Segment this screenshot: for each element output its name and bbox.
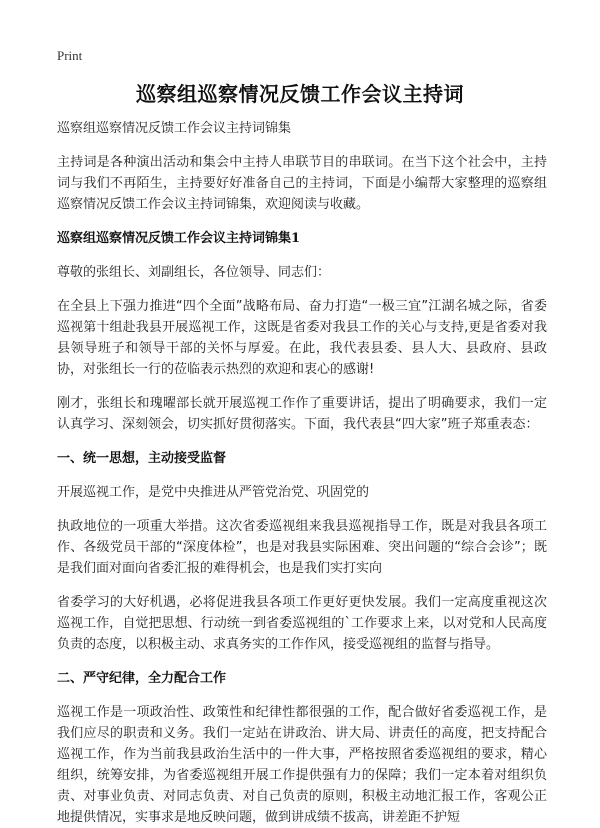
body-paragraph-2: 刚才，张组长和瑰曜部长就开展巡视工作作了重要讲话，提出了明确要求，我们一定认真学习、深刻领会，切实抓好贯彻落实。下面，我代表县“四大家”班子郑重表态：	[57, 396, 547, 432]
body-paragraph-4: 执政地位的一项重大举措。这次省委巡视组来我县巡视指导工作，既是对我县各项工作、各级党员干部的“深度体检”，也是对我县实际困难、突出问题的“综合会诊”；既是我们面对面向省委汇报的难得机会，也是我们实打实向	[57, 519, 547, 576]
body-paragraph-5: 省委学习的大好机遇，必将促进我县各项工作更好更快发展。我们一定高度重视这次巡视工作，自觉把思想、行动统一到省委巡视组的`工作要求上来，以对党和人民高度负责的态度，以积极主动、求真务实的工作作风，接受巡视组的监督与指导。	[57, 595, 547, 652]
document-body	[57, 118, 547, 828]
heading-strict-discipline: 二、严守纪律，全力配合工作	[57, 671, 227, 686]
print-link[interactable]: Print	[57, 48, 83, 63]
section-heading: 巡察组巡察情况反馈工作会议主持词锦集1	[57, 231, 301, 246]
document-subtitle: 巡察组巡察情况反馈工作会议主持词锦集	[57, 121, 292, 136]
body-paragraph-1: 在全县上下强力推进“四个全面”战略布局、奋力打造“一极三宜”江湖名城之际，省委巡视第十组赴我县开展巡视工作，这既是省委对我县工作的关心与支持,更是省委对我县领导班子和领导干部的关怀与厚爱。在此，我代表县委、县人大、县政府、县政协，对张组长一行的莅临表示热烈的欢迎和衷心的感谢!	[57, 299, 547, 377]
page-title: 巡察组巡察情况反馈工作会议主持词	[136, 82, 464, 106]
heading-unify-thinking: 一、统一思想，主动接受监督	[57, 451, 227, 466]
body-paragraph-3: 开展巡视工作，是党中央推进从严管党治党、巩固党的	[57, 485, 370, 500]
body-paragraph-6: 巡视工作是一项政治性、政策性和纪律性都很强的工作，配合做好省委巡视工作，是我们应尽的职责和义务。我们一定站在讲政治、讲大局、讲责任的高度，把支持配合巡视工作，作为当前我县政治生活中的一件大事，严格按照省委巡视组的要求，精心组织，统筹安排，为省委巡视组开展工作提供强有力的保障；我们一定本着对组织负责、对事业负责、对同志负责、对自己负责的原则，积极主动地汇报工作，客观公正地提供情况，实事求是地反映问题，做到讲成绩不拔高，讲差距不护短	[57, 705, 547, 825]
greeting-paragraph: 尊敬的张组长、刘副组长，各位领导、同志们：	[57, 265, 331, 280]
intro-paragraph: 主持词是各种演出活动和集会中主持人串联节目的串联词。在当下这个社会中，主持词与我们不再陌生，主持要好好准备自己的主持词，下面是小编帮大家整理的巡察组巡察情况反馈工作会议主持词锦集，欢迎阅读与收藏。	[57, 155, 547, 212]
